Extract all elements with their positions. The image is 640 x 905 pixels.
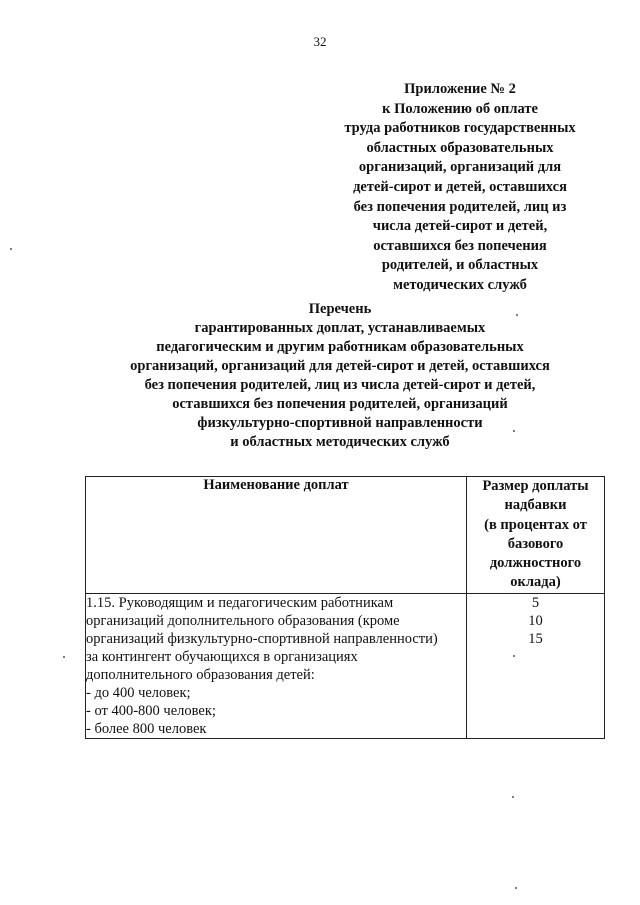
- appendix-line: к Положению об оплате: [382, 100, 538, 117]
- column-header-name: Наименование доплат: [86, 477, 467, 594]
- description-line: дополнительного образования детей:: [86, 666, 315, 683]
- description-line: - более 800 человек: [86, 720, 207, 737]
- description-line: за контингент обучающихся в организациях: [86, 648, 358, 665]
- appendix-line: труда работников государственных: [344, 120, 576, 137]
- percent-value: 5: [531, 594, 540, 611]
- scan-speck: [512, 796, 514, 798]
- scan-speck: [10, 248, 12, 250]
- title-line: педагогическим и другим работникам образовательных: [156, 339, 524, 355]
- percent-value: 10: [528, 612, 543, 629]
- description-line: организаций физкультурно-спортивной направленности): [86, 630, 438, 647]
- description-line: - от 400-800 человек;: [86, 702, 216, 719]
- header-line: оклада): [510, 574, 561, 591]
- appendix-line: без попечения родителей, лиц из: [353, 198, 567, 215]
- appendix-line: родителей, и областных: [381, 257, 539, 274]
- column-header-size: [467, 477, 605, 594]
- allowance-percent-cell: [467, 593, 605, 738]
- header-line: базового: [507, 535, 564, 552]
- description-line: 1.15. Руководящим и педагогическим работникам: [86, 594, 394, 611]
- scan-speck: [513, 430, 515, 432]
- scan-speck: [63, 656, 65, 658]
- appendix-line: детей-сирот и детей, оставшихся: [353, 178, 567, 195]
- scan-speck: [515, 887, 517, 889]
- percent-value: 15: [528, 630, 543, 647]
- scan-speck: [516, 314, 518, 316]
- page-number: 32: [313, 34, 327, 49]
- allowances-table: [85, 476, 605, 739]
- header-line: Размер доплаты: [482, 478, 589, 494]
- appendix-line: оставшихся без попечения: [373, 237, 547, 254]
- document-title: [90, 300, 590, 452]
- table-row: [86, 593, 605, 738]
- appendix-header: [320, 80, 600, 296]
- appendix-line: числа детей-сирот и детей,: [372, 218, 548, 235]
- allowance-description-cell: [86, 593, 467, 738]
- title-line: оставшихся без попечения родителей, организаций: [172, 396, 508, 412]
- appendix-line: организаций, организаций для: [358, 159, 562, 176]
- scan-speck: [513, 655, 515, 657]
- header-line: должностного: [489, 555, 582, 572]
- table-header-row: [86, 477, 605, 594]
- appendix-line: областных образовательных: [366, 139, 554, 156]
- description-line: - до 400 человек;: [86, 684, 191, 701]
- title-line: физкультурно-спортивной направленности: [197, 415, 483, 431]
- title-heading: Перечень: [308, 301, 372, 317]
- title-line: организаций, организаций для детей-сирот и детей, оставшихся: [130, 358, 550, 374]
- header-line: надбавки: [504, 497, 567, 514]
- header-line: (в процентах от: [484, 516, 587, 533]
- title-line: гарантированных доплат, устанавливаемых: [194, 320, 486, 336]
- description-line: организаций дополнительного образования (кроме: [86, 612, 400, 629]
- appendix-line: методических служб: [393, 276, 527, 293]
- title-line: без попечения родителей, лиц из числа детей-сирот и детей,: [144, 377, 536, 393]
- appendix-line: Приложение № 2: [404, 81, 516, 97]
- title-line: и областных методических служб: [230, 434, 450, 450]
